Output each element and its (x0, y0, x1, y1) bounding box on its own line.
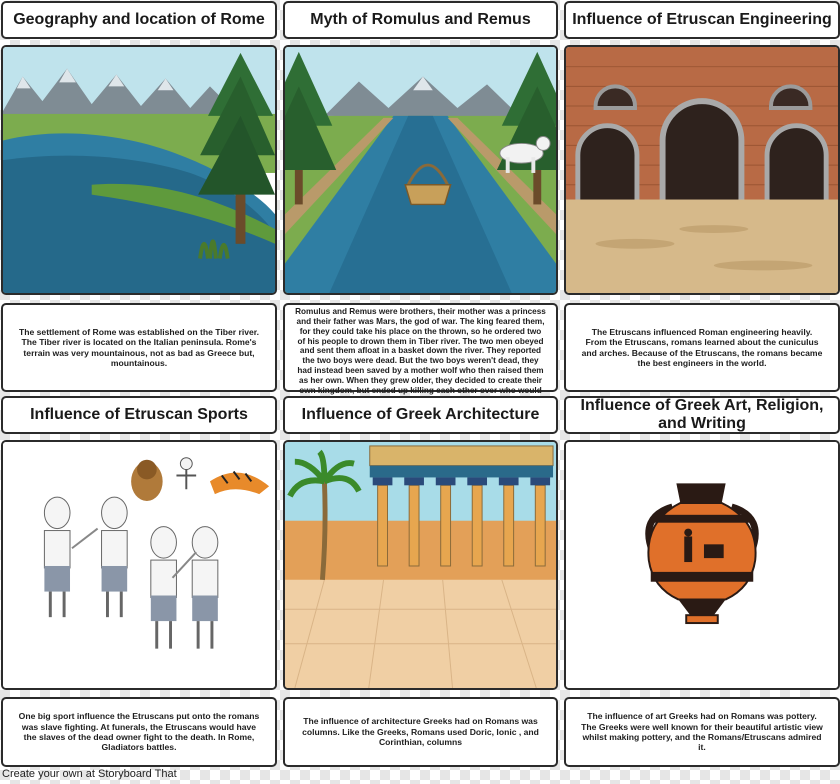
cell-1-title-text: Geography and location of Rome (13, 10, 265, 28)
cell-2-title-text: Myth of Romulus and Remus (310, 10, 531, 28)
cell-6-title-text: Influence of Greek Art, Religion, and Writing (580, 396, 824, 432)
arches-image (566, 47, 838, 293)
cell-6-title (564, 396, 840, 434)
cell-2-scene (283, 45, 558, 295)
cell-1-caption (1, 303, 277, 392)
cell-5-caption-text: The influence of architecture Greeks had on Romans was columns. Like the Greeks, Romans used Doric, Ionic , and Corinthian, columns (302, 716, 539, 748)
storyboard-footer-link[interactable]: Create your own at Storyboard That (2, 768, 177, 780)
cell-3-title (564, 1, 840, 39)
basket-river-image (285, 47, 556, 293)
cell-3-title-text: Influence of Etruscan Engineering (572, 10, 832, 28)
greek-temple-image (285, 442, 556, 688)
gladiators-image (3, 442, 275, 688)
cell-4-title (1, 396, 277, 434)
cell-6-caption-text: The influence of art Greeks had on Romans was pottery. The Greeks were well known for their beautiful artistic view whilst making pottery, and the Romans/Etruscans admired it. (581, 711, 823, 753)
cell-2-caption-text: Romulus and Remus were brothers, their mother was a princess and their father was Mars, the god of war. The king feared them, for they could take his place on the thrown, so he ordered two of his people to drown them in Tiber river. The two men obeyed and sent them afloat in a basket down the river. They reported the two boys were dead. But the two boys weren't dead, they had instead been saved by a mother wolf who then raised them as her own. When they grew older, they decided to create their own kingdom, but ended up killing each other over who would (295, 307, 546, 395)
cell-3-caption (564, 303, 840, 392)
greek-amphora-image (566, 442, 838, 688)
cell-6-scene (564, 440, 840, 690)
cell-4-title-text: Influence of Etruscan Sports (30, 405, 248, 423)
cell-1-title (1, 1, 277, 39)
river-landscape-image (3, 47, 275, 293)
cell-6-caption (564, 697, 840, 767)
cell-1-caption-text: The settlement of Rome was established on the Tiber river. The Tiber river is located on the Italian peninsula. Rome's terrain was very mountainous, not as bad as Greece but, mountainous. (18, 326, 260, 368)
cell-3-caption-text: The Etruscans influenced Roman engineering heavily. From the Etruscans, romans learned about the cuniculus and arches. Because of the Etruscans, the romans became the best engineers in the world. (581, 326, 823, 368)
cell-4-caption (1, 697, 277, 767)
cell-5-title (283, 396, 558, 434)
cell-2-caption (283, 303, 558, 395)
cell-1-scene (1, 45, 277, 295)
cell-3-scene (564, 45, 840, 295)
cell-5-caption (283, 697, 558, 767)
cell-4-scene (1, 440, 277, 690)
cell-2-title (283, 1, 558, 39)
cell-5-scene (283, 440, 558, 690)
cell-4-caption-text: One big sport influence the Etruscans put onto the romans was slave fighting. At funerals, the Etruscans would have the slaves of the dead owner fight to the death. In Rome, Gladiators battles. (18, 711, 260, 753)
cell-5-title-text: Influence of Greek Architecture (301, 405, 540, 423)
